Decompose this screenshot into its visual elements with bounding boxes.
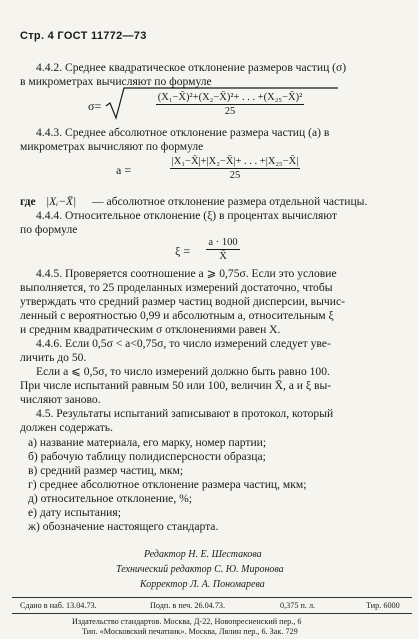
s446-line2: личить до 50. xyxy=(20,351,87,364)
list-item: в) средний размер частиц, мкм; xyxy=(28,464,184,477)
page-header: Стр. 4 ГОСТ 11772—73 xyxy=(20,30,147,42)
xi-formula-numerator: a · 100 xyxy=(208,237,238,248)
s445-line3: утверждать что средний размер частиц водной дисперсии, вычис- xyxy=(20,295,345,308)
a-formula-fraction xyxy=(140,156,330,181)
s445-line2: выполняется, то 25 проделанных измерений достаточно, чтобы xyxy=(20,281,333,294)
s442-line2: в микрометрах вычисляют по формуле xyxy=(20,75,212,88)
where-expression: |Xᵢ−X̄| xyxy=(46,195,77,208)
list-item: д) относительное отклонение, %; xyxy=(28,492,192,505)
list-item: г) среднее абсолютное отклонение размера частиц, мкм; xyxy=(28,478,307,491)
imprint-publisher: Издательство стандартов. Москва, Д-22, Новопресненский пер., 6 xyxy=(72,617,302,626)
sigma-formula-numerator: (X₁−X̄)²+(X₂−X̄)²+ . . . +(X₂₅−X̄)² xyxy=(157,92,303,103)
where-label: где xyxy=(20,195,36,208)
s442-line1: 4.4.2. Среднее квадратическое отклонение размеров частиц (σ) xyxy=(36,61,347,74)
sigma-formula-fraction xyxy=(130,92,330,117)
a-formula-numerator: |X₁−X̄|+|X₂−X̄|+ . . . +|X₂₅−X̄| xyxy=(171,156,299,167)
list-item: ж) обозначение настоящего стандарта. xyxy=(28,520,219,533)
a-formula-denominator: 25 xyxy=(229,170,241,181)
s445-line4: ленный с вероятностью 0,99 и абсолютным a, относительным ξ xyxy=(20,309,334,322)
editor-credit: Редактор Н. Е. Шестакова xyxy=(144,549,262,560)
proofreader-credit: Корректор Л. А. Пономарева xyxy=(140,579,265,590)
s443-line2: микрометрах вычисляют по формуле xyxy=(20,140,204,153)
xi-formula-fraction xyxy=(198,237,248,262)
xi-formula-lhs: ξ = xyxy=(175,244,191,258)
imprint-top-rule xyxy=(12,597,412,598)
s446-line3: Если a ⩽ 0,5σ, то число измерений должно быть равно 100. xyxy=(36,365,330,378)
imprint-sheets: 0,375 п. л. xyxy=(280,601,316,610)
imprint-bottom-rule xyxy=(12,613,412,614)
imprint-signed: Подп. в печ. 26.04.73. xyxy=(150,601,226,610)
where-text: — абсолютное отклонение размера отдельной частицы. xyxy=(92,195,368,208)
s443-line1: 4.4.3. Среднее абсолютное отклонение размера частиц (a) в xyxy=(36,126,330,139)
sigma-formula-lhs: σ= xyxy=(88,99,102,113)
imprint-run: Тир. 6000 xyxy=(366,601,400,610)
imprint-sent: Сдано в наб. 13.04.73. xyxy=(20,601,97,610)
s45-line2: должен содержать. xyxy=(20,421,113,434)
list-item: е) дату испытания; xyxy=(28,506,121,519)
imprint-printer: Тип. «Московский печатник». Москва, Лялин пер., 6. Зак. 729 xyxy=(82,627,298,636)
list-item: а) название материала, его марку, номер партии; xyxy=(28,436,267,449)
s446-line4: При числе испытаний равным 50 или 100, величин X̄, a и ξ вы- xyxy=(20,379,332,392)
sigma-formula-denominator: 25 xyxy=(224,106,236,117)
s445-line1: 4.4.5. Проверяется соотношение a ⩾ 0,75σ. Если это условие xyxy=(36,267,337,280)
s445-line5: и средним квадратическим σ отклонениями равен X. xyxy=(20,323,281,336)
s444-line1: 4.4.4. Относительное отклонение (ξ) в процентах вычисляют xyxy=(36,209,337,222)
list-item: б) рабочую таблицу полидисперсности образца; xyxy=(28,450,266,463)
a-formula-lhs: a = xyxy=(116,163,132,177)
s444-line2: по формуле xyxy=(20,223,78,236)
s446-line1: 4.4.6. Если 0,5σ < a<0,75σ, то число измерений следует уве- xyxy=(36,337,331,350)
xi-formula-denominator: X̄ xyxy=(219,251,227,262)
s45-line1: 4.5. Результаты испытаний записывают в протокол, который xyxy=(36,407,334,420)
tech-editor-credit: Технический редактор С. Ю. Миронова xyxy=(116,564,284,575)
s446-line5: числяют заново. xyxy=(20,393,101,406)
